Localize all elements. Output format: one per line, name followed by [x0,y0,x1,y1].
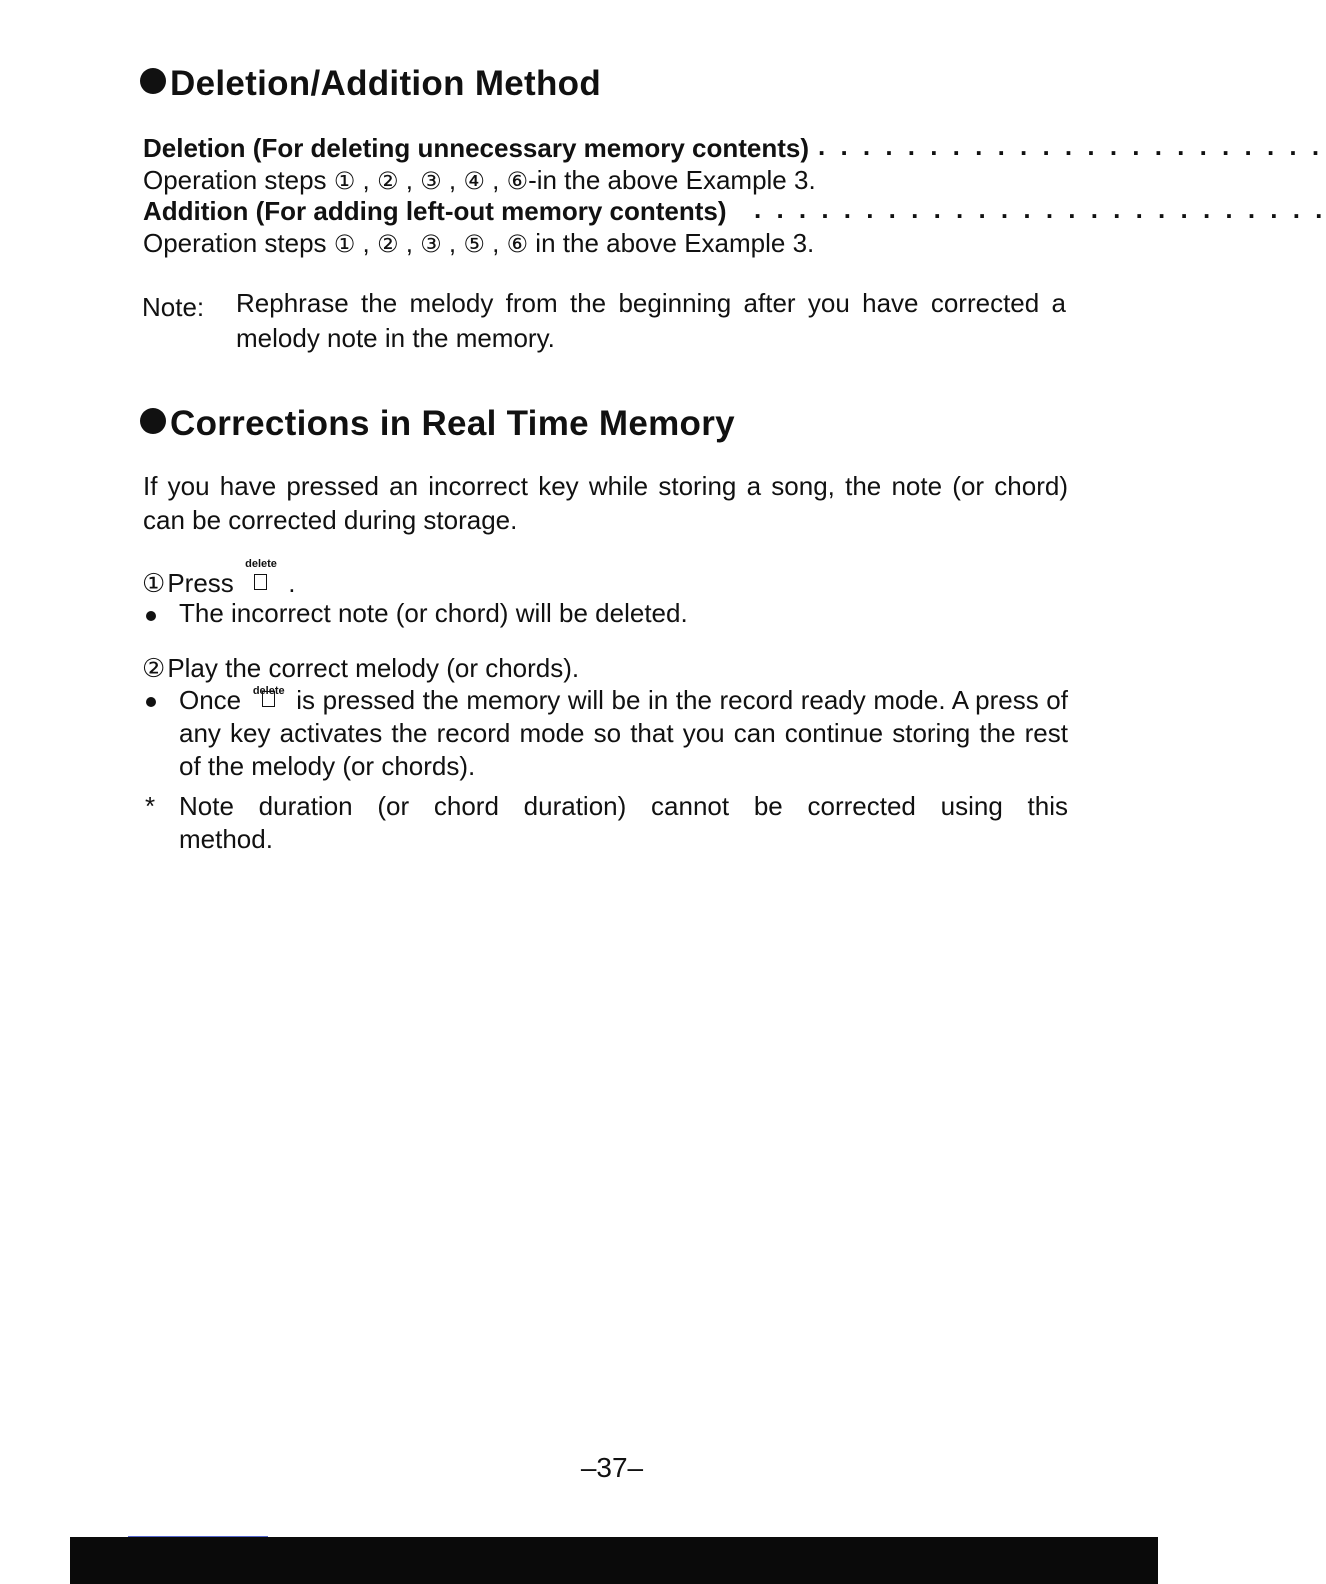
bullet-dot-icon [140,68,166,94]
bullet-text-start: Once [179,685,242,715]
key-label: delete [252,685,285,697]
step-2-bullet [143,683,1068,783]
steps-prefix: Operation steps [143,228,327,258]
step-text: Press [167,568,234,598]
step-ref: ④ [463,167,485,195]
section-title: Deletion/Addition Method [170,64,602,103]
step-number: ① [142,569,166,599]
section-title: Corrections in Real Time Memory [170,404,735,443]
asterisk-mark: * [145,791,156,821]
step-ref: ① [333,167,356,195]
dot-leader: . . . . . . . . . . . . . . . . . . . . . . . . . . [754,194,1326,224]
step-ref: ③ [420,230,442,258]
bullet-text [179,683,1068,783]
bullet-text: The incorrect note (or chord) will be deleted. [179,598,688,628]
bullet-dot-icon [146,611,156,621]
key-box [254,574,267,590]
page-number: –37– [580,1452,644,1483]
deletion-label: Deletion (For deleting unnecessary memory contents) [143,133,810,163]
dot-leader: . . . . . . . . . . . . . . . . . . . . . . . [818,131,1324,161]
delete-key-icon [249,683,289,713]
step-ref: ② [376,230,399,258]
key-box [262,691,275,707]
delete-key-icon [241,558,281,596]
step-ref: ③ [420,167,442,195]
bullet-dot-icon [146,697,156,707]
footnote-text: Note duration (or chord duration) cannot be corrected using this method. [179,791,1068,854]
note-label: Note: [142,292,205,322]
key-label: delete [245,558,277,570]
addition-steps: Operation steps ① , ② , ③ , ⑤ , ⑥ in the above Example 3. [143,228,815,258]
step-ref: ⑤ [463,230,485,258]
steps-suffix: in the above Example 3. [535,228,815,258]
step-2 [142,653,579,684]
step-ref: ② [376,167,399,195]
bullet-text-end: is pressed the memory will be in the record ready mode. A press of any key activates the record mode so that you can continue storing the rest of the melody (or chords). [179,685,1068,781]
section-heading-real-time [140,404,735,444]
intro-paragraph: If you have pressed an incorrect key while storing a song, the note (or chord) can be corrected during storage. [143,471,1068,535]
step-text: Play the correct melody (or chords). [167,653,580,683]
steps-prefix: Operation steps [143,165,327,195]
step-1: ①Press delete . [142,558,296,599]
step-ref: ⑥ [506,167,529,195]
step-ref: ① [333,230,356,258]
section-heading-deletion-addition [140,64,601,104]
steps-suffix: -in the above Example 3. [528,165,816,195]
step-1-bullet [143,597,1068,630]
deletion-steps: Operation steps ① , ② , ③ , ④ , ⑥-in the above Example 3. [143,165,816,195]
note-text: Rephrase the melody from the beginning after you have corrected a melody note in the memory. [236,288,1066,353]
bullet-dot-icon [140,408,166,434]
footnote [143,790,1068,856]
step-number: ② [142,654,166,684]
scan-edge-bar [70,1537,1158,1584]
step-ref: ⑥ [506,230,529,258]
addition-label: Addition (For adding left-out memory contents) [143,196,727,226]
